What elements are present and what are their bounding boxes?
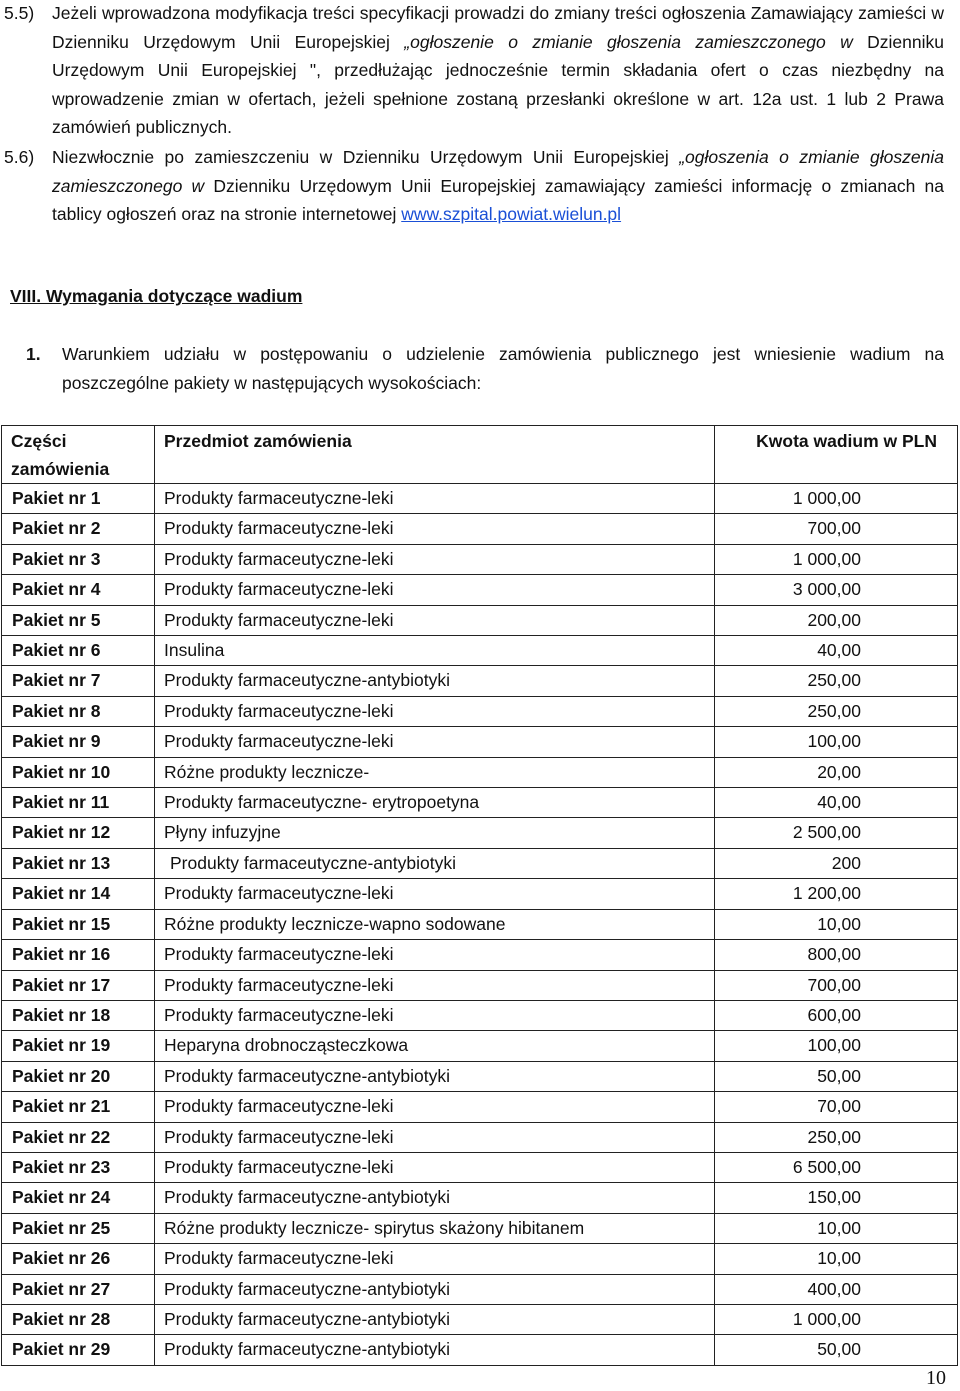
table-row <box>2 605 958 635</box>
section-5-5-text-1: Jeżeli wprowadzona modyfikacja treści specyfikacji prowadzi do zmiany treści ogłoszenia Zamawiający zamieści w Dzienniku Urzędowym Unii Europejskiej <box>52 3 944 52</box>
page-number: 10 <box>926 1367 946 1389</box>
package-number: Pakiet nr 28 <box>2 1304 155 1334</box>
package-number: Pakiet nr 25 <box>2 1213 155 1243</box>
table-row <box>2 970 958 1000</box>
wadium-table <box>1 425 958 1366</box>
package-amount: 40,00 <box>715 788 958 818</box>
package-subject: Produkty farmaceutyczne-antybiotyki <box>155 1183 715 1213</box>
table-row <box>2 1092 958 1122</box>
package-amount: 10,00 <box>715 1213 958 1243</box>
package-number: Pakiet nr 18 <box>2 1000 155 1030</box>
package-subject: Produkty farmaceutyczne-antybiotyki <box>155 1061 715 1091</box>
package-subject: Produkty farmaceutyczne-antybiotyki <box>155 848 715 878</box>
package-number: Pakiet nr 29 <box>2 1335 155 1365</box>
table-row <box>2 575 958 605</box>
package-subject: Produkty farmaceutyczne-antybiotyki <box>155 1304 715 1334</box>
table-row <box>2 696 958 726</box>
package-amount: 1 000,00 <box>715 484 958 514</box>
package-amount: 70,00 <box>715 1092 958 1122</box>
package-number: Pakiet nr 23 <box>2 1152 155 1182</box>
package-subject: Różne produkty lecznicze- spirytus skażony hibitanem <box>155 1213 715 1243</box>
section-5-6 <box>4 143 944 229</box>
header-amount: Kwota wadium w PLN <box>715 426 958 484</box>
table-row <box>2 1335 958 1365</box>
package-amount: 250,00 <box>715 1122 958 1152</box>
package-number: Pakiet nr 2 <box>2 514 155 544</box>
section-5-5 <box>4 0 944 142</box>
package-subject: Heparyna drobnocząsteczkowa <box>155 1031 715 1061</box>
table-row <box>2 909 958 939</box>
table-row <box>2 1244 958 1274</box>
package-amount: 50,00 <box>715 1061 958 1091</box>
package-subject: Produkty farmaceutyczne-leki <box>155 1122 715 1152</box>
section-5-6-text-2: Dzienniku Urzędowym Unii Europejskiej zamawiający zamieści informację o zmianach na tablicy ogłoszeń oraz na stronie internetowej <box>52 175 944 225</box>
header-parts: Części zamówienia <box>2 426 155 484</box>
table-row <box>2 757 958 787</box>
package-subject: Produkty farmaceutyczne-leki <box>155 514 715 544</box>
table-row <box>2 1031 958 1061</box>
package-amount: 600,00 <box>715 1000 958 1030</box>
package-number: Pakiet nr 8 <box>2 696 155 726</box>
package-subject: Produkty farmaceutyczne-leki <box>155 575 715 605</box>
package-amount: 1 000,00 <box>715 544 958 574</box>
package-amount: 200 <box>715 848 958 878</box>
package-number: Pakiet nr 1 <box>2 484 155 514</box>
package-number: Pakiet nr 21 <box>2 1092 155 1122</box>
table-row <box>2 879 958 909</box>
table-body <box>2 484 958 1366</box>
package-subject: Insulina <box>155 636 715 666</box>
package-amount: 1 200,00 <box>715 879 958 909</box>
package-subject: Produkty farmaceutyczne-leki <box>155 940 715 970</box>
header-subject: Przedmiot zamówienia <box>155 426 715 484</box>
table-row <box>2 848 958 878</box>
package-amount: 2 500,00 <box>715 818 958 848</box>
package-amount: 10,00 <box>715 1244 958 1274</box>
package-subject: Płyny infuzyjne <box>155 818 715 848</box>
section-5-6-number: 5.6) <box>4 147 35 167</box>
package-number: Pakiet nr 4 <box>2 575 155 605</box>
package-number: Pakiet nr 20 <box>2 1061 155 1091</box>
package-number: Pakiet nr 12 <box>2 818 155 848</box>
table-row <box>2 818 958 848</box>
hospital-website-link[interactable]: www.szpital.powiat.wielun.pl <box>401 204 622 225</box>
package-number: Pakiet nr 15 <box>2 909 155 939</box>
package-amount: 1 000,00 <box>715 1304 958 1334</box>
table-row <box>2 514 958 544</box>
package-subject: Produkty farmaceutyczne-leki <box>155 544 715 574</box>
package-subject: Produkty farmaceutyczne-antybiotyki <box>155 666 715 696</box>
table-row <box>2 1183 958 1213</box>
package-number: Pakiet nr 19 <box>2 1031 155 1061</box>
section-5-5-number: 5.5) <box>4 3 35 23</box>
package-number: Pakiet nr 3 <box>2 544 155 574</box>
package-number: Pakiet nr 16 <box>2 940 155 970</box>
table-header-row <box>2 426 958 484</box>
table-row <box>2 544 958 574</box>
package-subject: Produkty farmaceutyczne-leki <box>155 1244 715 1274</box>
package-number: Pakiet nr 17 <box>2 970 155 1000</box>
section-5-6-italic: „ogłoszenia o zmianie głoszenia zamieszczonego w <box>52 147 944 196</box>
package-amount: 3 000,00 <box>715 575 958 605</box>
section-heading-wadium: VIII. Wymagania dotyczące wadium <box>10 286 303 306</box>
package-number: Pakiet nr 13 <box>2 848 155 878</box>
table-row <box>2 1061 958 1091</box>
package-subject: Produkty farmaceutyczne-leki <box>155 727 715 757</box>
package-amount: 250,00 <box>715 696 958 726</box>
package-amount: 800,00 <box>715 940 958 970</box>
package-number: Pakiet nr 6 <box>2 636 155 666</box>
package-number: Pakiet nr 22 <box>2 1122 155 1152</box>
package-subject: Produkty farmaceutyczne-leki <box>155 879 715 909</box>
intro-number: 1. <box>26 344 41 364</box>
package-number: Pakiet nr 7 <box>2 666 155 696</box>
package-amount: 200,00 <box>715 605 958 635</box>
package-subject: Produkty farmaceutyczne-leki <box>155 605 715 635</box>
package-number: Pakiet nr 14 <box>2 879 155 909</box>
section-5-6-text-1: Niezwłocznie po zamieszczeniu w Dzienniku Urzędowym Unii Europejskiej <box>52 147 680 167</box>
section-5-5-text-2: Dzienniku Urzędowym Unii Europejskiej ", przedłużając jednocześnie termin składania ofert o czas niezbędny na wprowadzenie zmian w ofertach, jeżeli spełnione zostaną przesłanki określone w art. 12a ust. 1 lub 2 Prawa zamówień publicznych. <box>52 31 944 138</box>
table-row <box>2 1304 958 1334</box>
table-row <box>2 940 958 970</box>
package-amount: 20,00 <box>715 757 958 787</box>
package-number: Pakiet nr 10 <box>2 757 155 787</box>
package-subject: Produkty farmaceutyczne-antybiotyki <box>155 1274 715 1304</box>
table-row <box>2 636 958 666</box>
package-amount: 400,00 <box>715 1274 958 1304</box>
table-row <box>2 484 958 514</box>
package-amount: 700,00 <box>715 970 958 1000</box>
package-subject: Produkty farmaceutyczne-leki <box>155 970 715 1000</box>
package-subject: Różne produkty lecznicze-wapno sodowane <box>155 909 715 939</box>
package-amount: 100,00 <box>715 727 958 757</box>
package-amount: 6 500,00 <box>715 1152 958 1182</box>
intro-paragraph <box>26 340 944 398</box>
package-number: Pakiet nr 27 <box>2 1274 155 1304</box>
package-subject: Produkty farmaceutyczne-antybiotyki <box>155 1335 715 1365</box>
package-number: Pakiet nr 24 <box>2 1183 155 1213</box>
package-subject: Produkty farmaceutyczne-leki <box>155 1000 715 1030</box>
table-row <box>2 1122 958 1152</box>
package-subject: Produkty farmaceutyczne-leki <box>155 1092 715 1122</box>
table-row <box>2 666 958 696</box>
package-subject: Produkty farmaceutyczne-leki <box>155 484 715 514</box>
table-row <box>2 1274 958 1304</box>
table-row <box>2 1152 958 1182</box>
table-row <box>2 1213 958 1243</box>
package-amount: 250,00 <box>715 666 958 696</box>
package-amount: 40,00 <box>715 636 958 666</box>
package-amount: 10,00 <box>715 909 958 939</box>
package-amount: 150,00 <box>715 1183 958 1213</box>
package-amount: 700,00 <box>715 514 958 544</box>
package-amount: 50,00 <box>715 1335 958 1365</box>
section-5-5-italic: „ogłoszenie o zmianie głoszenia zamieszczonego w <box>404 31 853 52</box>
package-subject: Produkty farmaceutyczne-leki <box>155 696 715 726</box>
package-subject: Produkty farmaceutyczne-leki <box>155 1152 715 1182</box>
table-row <box>2 1000 958 1030</box>
table-row <box>2 788 958 818</box>
package-subject: Różne produkty lecznicze- <box>155 757 715 787</box>
package-number: Pakiet nr 5 <box>2 605 155 635</box>
intro-text: Warunkiem udziału w postępowaniu o udzielenie zamówienia publicznego jest wniesienie wadium na poszczególne pakiety w następujących wysokościach: <box>62 344 944 393</box>
package-amount: 100,00 <box>715 1031 958 1061</box>
package-number: Pakiet nr 9 <box>2 727 155 757</box>
package-number: Pakiet nr 11 <box>2 788 155 818</box>
package-subject: Produkty farmaceutyczne- erytropoetyna <box>155 788 715 818</box>
package-number: Pakiet nr 26 <box>2 1244 155 1274</box>
table-row <box>2 727 958 757</box>
